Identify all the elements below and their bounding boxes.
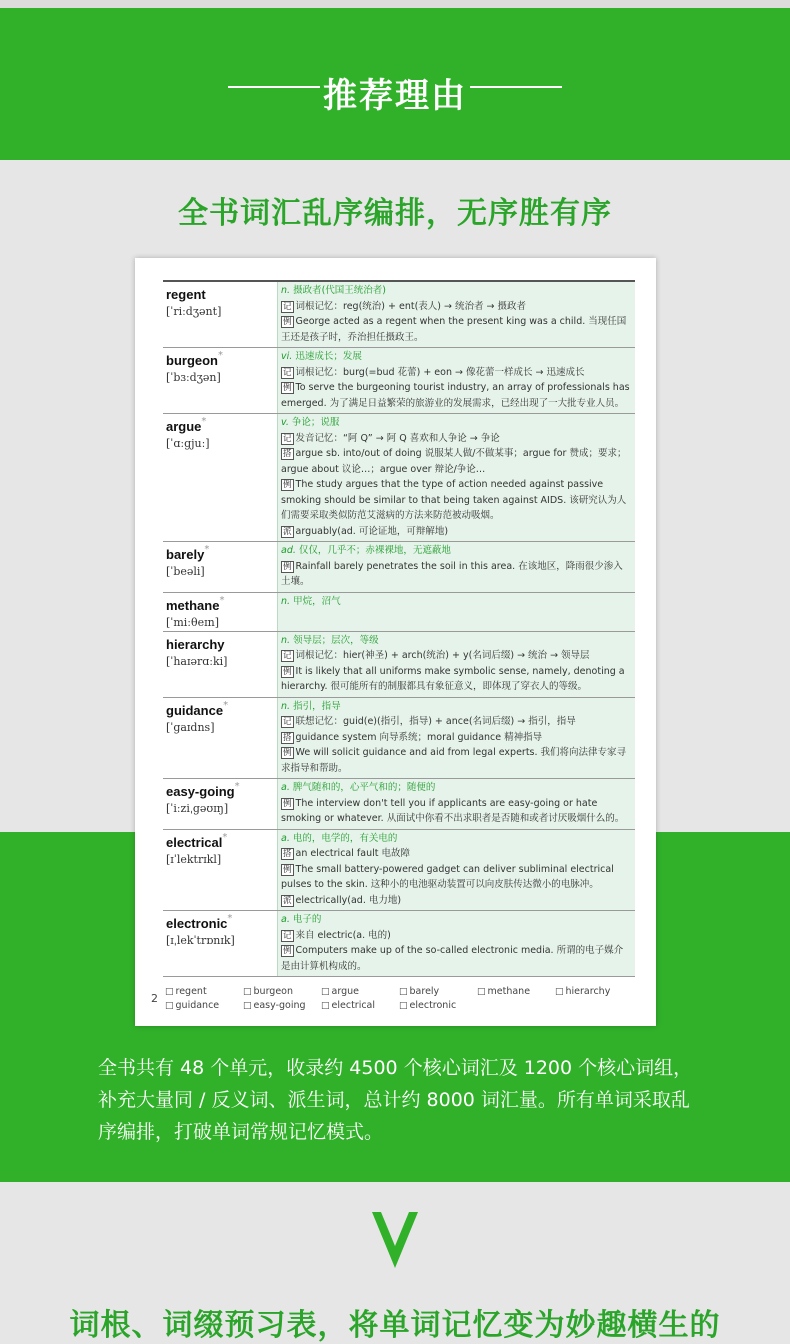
book-page [135,258,656,1026]
meaning: 电子的 [292,914,322,925]
note-line [281,846,632,862]
phonetic: [ɪˈlektrɪkl] [166,852,222,866]
headword: methane [166,597,220,613]
headword: hierarchy [166,636,225,652]
definition-line [281,699,632,715]
note-line [281,431,632,447]
footer-word-list [165,986,633,1011]
note-tag: 记 [283,651,292,661]
note-line [281,928,632,944]
star-mark: * [218,350,223,361]
headword-line [166,913,275,932]
bottom-heading: 词根、词缀预习表，将单词记忆变为妙趣横生的 [69,1308,721,1343]
note-text: 词根记忆：burg(=bud 花蕾) + eon → 像花蕾一样成长 → 迅速成长 [295,366,585,378]
note-text: arguably(ad. 可论证地，可辩解地) [295,525,449,537]
part-of-speech: n. [281,634,291,646]
note-text: The interview don't tell you if applicants are easy-going or hate smoking or whatever. 从面试中你看不出求职者是否随和或者讨厌吸烟什么的。 [281,797,625,824]
word-entry [163,911,635,977]
word-column [163,632,277,697]
word-entry [163,414,635,542]
meaning: 甲烷，沼气 [293,595,341,607]
phonetic: [ˈhaɪərɑːki] [166,654,228,668]
phonetic: [ˈiːziˌgəʊɪŋ] [166,802,229,815]
meaning: 电的，电学的，有关电的 [292,832,398,844]
note-tag: 记 [283,433,292,444]
meaning: 迅速成长；发展 [295,351,362,362]
headword: electrical [166,834,223,850]
note-line [281,862,632,893]
note-tag: 例 [283,748,292,758]
definitions [277,348,635,413]
note-line [281,299,632,315]
note-text: 来自 electric(a. 电的) [295,929,391,941]
definition-line [281,283,632,299]
definitions [277,282,635,347]
headword: argue [166,419,202,434]
note-tag: 例 [283,666,292,677]
headword-line [166,634,275,653]
word-entry [163,348,635,414]
definition-line [281,349,632,365]
note-text: To serve the burgeoning tourist industry, an array of professionals has emerged. 为了满足日益繁荣的旅游业的发展需求，已经出现了一大批专业人员。 [281,382,630,409]
note-text: 词根记忆：hier(神圣) + arch(统治) + y(名词后缀) → 统治 → 领导层 [295,650,590,661]
word-entry [163,593,635,632]
note-line [281,559,632,590]
note-tag: 搭 [283,849,292,859]
note-tag: 例 [283,561,292,572]
footer-word-checkbox: □ electronic [399,1000,477,1011]
note-line [281,314,632,345]
note-text: We will solicit guidance and aid from legal experts. 我们将向法律专家寻求指导和帮助。 [281,747,627,774]
word-entry [163,632,635,698]
down-triangle-arrow-inner [381,1212,409,1246]
entries-table [163,280,635,977]
note-line [281,380,632,411]
top-strip [0,0,790,8]
headword-line [166,284,275,303]
word-column [163,542,277,592]
note-text: George acted as a regent when the present king was a child. 当现任国王还是孩子时，乔治担任摄政王。 [281,316,627,343]
note-tag: 例 [283,317,292,327]
star-mark: * [222,831,228,843]
definition-line [281,594,632,610]
definition-line [281,831,632,847]
meaning: 仅仅，几乎不；赤裸裸地，无遮蔽地 [298,545,451,556]
word-entry [163,282,635,348]
phonetic: [ɪˌlekˈtrɒnɪk] [166,934,235,947]
headword: regent [166,287,206,302]
note-tag: 例 [283,480,292,490]
part-of-speech: a. [281,832,290,844]
definitions [277,779,635,829]
footer-word-checkbox: □ burgeon [243,986,321,997]
note-line [281,714,632,730]
meaning: 摄政者(代国王统治者) [293,285,386,296]
definition-line [281,912,632,928]
footer-word-checkbox: □ argue [321,986,399,997]
note-line [281,446,632,477]
headword-line [166,781,275,800]
note-text: an electrical fault 电故障 [295,848,410,859]
word-entry [163,542,635,593]
word-entry [163,779,635,830]
word-entry [163,830,635,912]
part-of-speech: n. [281,595,291,607]
word-column [163,348,277,413]
note-text: Computers make up of the so-called electronic media. 所谓的电子媒介是由计算机构成的。 [281,945,624,972]
definition-line [281,780,632,796]
meaning: 脾气随和的，心平气和的；随便的 [292,782,436,793]
phonetic: [ˈɑːgjuː] [166,437,210,450]
footer-word-checkbox: □ hierarchy [555,986,633,997]
definitions [277,911,635,976]
word-column [163,593,277,631]
note-tag: 例 [283,798,292,809]
headword-line [166,544,275,563]
note-line [281,745,632,776]
note-tag: 例 [283,864,292,875]
note-tag: 搭 [283,449,292,459]
banner-title: 推荐理由 [323,76,467,116]
note-line [281,730,632,746]
note-line [281,365,632,381]
note-line [281,524,632,540]
description-text: 全书共有 48 个单元，收录约 4500 个核心词汇及 1200 个核心词组，补充大量同 / 反义词、派生词，总计约 8000 词汇量。所有单词采取乱序编排，打破单词常规记忆模式。 [98,1057,693,1143]
note-tag: 记 [283,367,292,378]
definitions [277,632,635,697]
word-column [163,414,277,541]
headword-line [166,416,275,435]
note-text: guidance system 向导系统；moral guidance 精神指导 [295,731,543,743]
definitions [277,414,635,541]
note-tag: 例 [283,383,292,393]
note-text: argue sb. into/out of doing 说服某人做/不做某事；argue for 赞成；要求；argue about 议论…；argue over 辩论/争论… [281,448,627,475]
note-tag: 派 [283,526,292,537]
headword-line [166,700,275,719]
part-of-speech: ad. [281,545,296,556]
note-text: The small battery-powered gadget can deliver subliminal electrical pulses to the skin. 这种小的电池驱动装置可以向皮肤传达微小的电脉冲。 [281,863,614,890]
phonetic: [ˈbɜːdʒən] [166,371,221,384]
note-line [281,664,632,695]
meaning: 指引，指导 [293,700,341,712]
definition-line [281,633,632,649]
definition-line [281,415,632,431]
note-text: 联想记忆：guid(e)(指引，指导) + ance(名词后缀) → 指引，指导 [295,716,576,727]
note-line [281,893,632,909]
footer-word-checkbox: □ regent [165,986,243,997]
star-mark: * [201,416,207,427]
definitions [277,542,635,592]
headword: guidance [166,702,224,718]
headword: barely [166,547,205,562]
footer-word-checkbox: □ easy-going [243,1000,321,1011]
note-text: It is likely that all uniforms make symbolic sense, namely, denoting a hierarchy. 很可能所有的制服都具有象征意义，即体现了穿衣人的等级。 [281,665,625,692]
headword: burgeon [166,353,218,368]
part-of-speech: a. [281,914,290,925]
definitions [277,593,635,631]
section-heading: 全书词汇乱序编排，无序胜有序 [178,196,612,231]
word-column [163,911,277,976]
meaning: 领导层；层次，等级 [293,634,379,646]
word-column [163,282,277,347]
part-of-speech: a. [281,782,290,793]
note-tag: 搭 [283,732,292,743]
star-mark: * [223,699,229,711]
star-mark: * [234,781,240,792]
note-line [281,796,632,827]
meaning: 争论；说服 [291,417,340,428]
headword-line [166,595,275,614]
footer-word-checkbox: □ methane [477,986,555,997]
note-tag: 例 [283,946,292,956]
definitions [277,830,635,911]
note-line [281,477,632,524]
phonetic: [ˈgaɪdns] [166,720,215,734]
note-text: electrically(ad. 电力地) [295,894,402,906]
banner-right-line [470,86,562,88]
page-number: 2 [151,992,158,1005]
word-column [163,698,277,779]
star-mark: * [204,544,210,555]
part-of-speech: n. [281,285,291,296]
note-line [281,648,632,664]
footer-word-checkbox: □ barely [399,986,477,997]
phonetic: [ˈbeəli] [166,565,205,578]
phonetic: [ˈmiːθeɪn] [166,615,219,629]
definitions [277,698,635,779]
part-of-speech: vi. [281,351,293,362]
note-text: Rainfall barely penetrates the soil in this area. 在该地区，降雨很少渗入土壤。 [281,560,623,587]
headword-line [166,832,275,851]
headword: easy-going [166,784,235,799]
word-entry [163,698,635,780]
note-text: 词根记忆：reg(统治) + ent(表人) → 统治者 → 摄政者 [295,300,527,312]
word-column [163,779,277,829]
banner [0,8,790,160]
part-of-speech: v. [281,417,289,428]
headword: electronic [166,916,228,931]
star-mark: * [219,594,225,606]
note-tag: 记 [283,301,292,312]
note-text: 发音记忆：“阿 Q” → 阿 Q 喜欢和人争论 → 争论 [295,432,500,444]
footer-word-checkbox: □ guidance [165,1000,243,1011]
note-tag: 派 [283,895,292,906]
note-tag: 记 [283,930,292,941]
footer-word-checkbox: □ electrical [321,1000,399,1011]
note-line [281,943,632,974]
star-mark: * [227,913,233,924]
note-tag: 记 [283,717,292,727]
headword-line [166,350,275,369]
note-text: The study argues that the type of action needed against passive smoking should be similar to that being taken against AIDS. 该研究认为人们需要采取类似防范艾滋病的方法来防范被动吸烟。 [281,479,627,521]
definition-line [281,543,632,559]
part-of-speech: n. [281,700,291,712]
phonetic: [ˈriːdʒənt] [166,305,222,318]
word-column [163,830,277,911]
